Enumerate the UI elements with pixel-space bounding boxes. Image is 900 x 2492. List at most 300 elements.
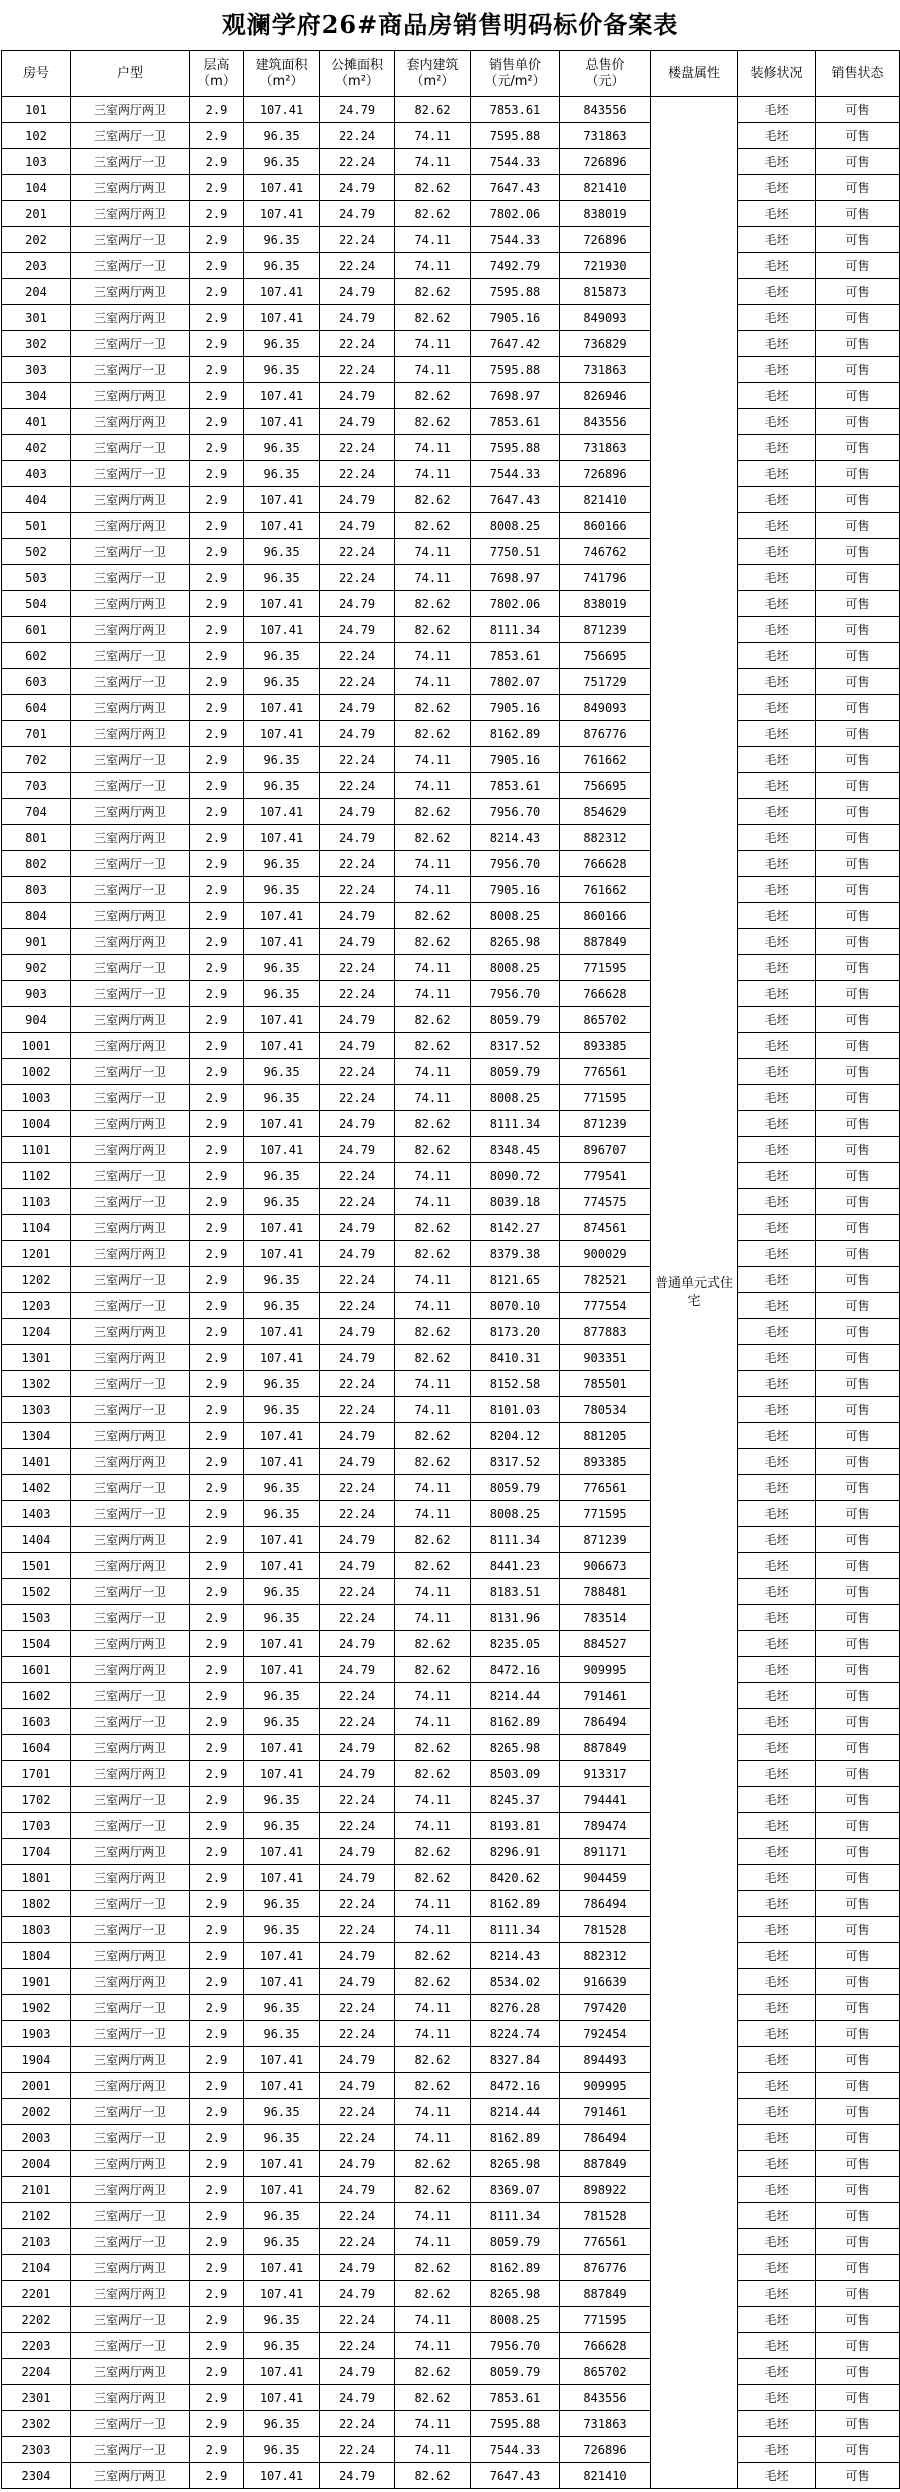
floor-height-cell: 2.9 [190, 2151, 244, 2177]
gross-area-cell: 107.41 [244, 409, 320, 435]
net-area-cell: 82.62 [395, 201, 471, 227]
table-row [2, 1449, 900, 1475]
gross-area-cell: 96.35 [244, 1189, 320, 1215]
decoration-cell: 毛坯 [738, 799, 816, 825]
table-row [2, 1293, 900, 1319]
unit-price-cell: 8173.20 [471, 1319, 560, 1345]
shared-area-cell: 24.79 [320, 201, 395, 227]
table-row [2, 1683, 900, 1709]
table-row [2, 591, 900, 617]
decoration-cell: 毛坯 [738, 1865, 816, 1891]
layout-cell: 三室两厅一卫 [71, 2307, 190, 2333]
total-price-cell: 779541 [560, 1163, 651, 1189]
room-number-cell: 703 [2, 773, 71, 799]
net-area-cell: 82.62 [395, 279, 471, 305]
floor-height-cell: 2.9 [190, 175, 244, 201]
table-row [2, 565, 900, 591]
decoration-cell: 毛坯 [738, 2255, 816, 2281]
shared-area-cell: 24.79 [320, 1553, 395, 1579]
shared-area-cell: 22.24 [320, 1709, 395, 1735]
layout-cell: 三室两厅一卫 [71, 1163, 190, 1189]
room-number-cell: 504 [2, 591, 71, 617]
gross-area-cell: 96.35 [244, 123, 320, 149]
table-row [2, 2463, 900, 2489]
table-row [2, 1397, 900, 1423]
floor-height-cell: 2.9 [190, 669, 244, 695]
total-price-cell: 756695 [560, 643, 651, 669]
gross-area-cell: 107.41 [244, 591, 320, 617]
sale-status-cell: 可售 [816, 643, 900, 669]
room-number-cell: 1004 [2, 1111, 71, 1137]
gross-area-cell: 107.41 [244, 2177, 320, 2203]
total-price-cell: 731863 [560, 357, 651, 383]
room-number-cell: 1802 [2, 1891, 71, 1917]
layout-cell: 三室两厅一卫 [71, 1995, 190, 2021]
unit-price-cell: 7905.16 [471, 305, 560, 331]
sale-status-cell: 可售 [816, 1527, 900, 1553]
table-row [2, 1657, 900, 1683]
floor-height-cell: 2.9 [190, 1423, 244, 1449]
layout-cell: 三室两厅一卫 [71, 2099, 190, 2125]
layout-cell: 三室两厅两卫 [71, 591, 190, 617]
unit-price-cell: 8193.81 [471, 1813, 560, 1839]
layout-cell: 三室两厅一卫 [71, 1085, 190, 1111]
layout-cell: 三室两厅一卫 [71, 773, 190, 799]
net-area-cell: 74.11 [395, 2125, 471, 2151]
net-area-cell: 82.62 [395, 2255, 471, 2281]
unit-price-cell: 8327.84 [471, 2047, 560, 2073]
total-price-cell: 876776 [560, 2255, 651, 2281]
gross-area-cell: 96.35 [244, 2333, 320, 2359]
layout-cell: 三室两厅两卫 [71, 1631, 190, 1657]
room-number-cell: 1401 [2, 1449, 71, 1475]
sale-status-cell: 可售 [816, 1475, 900, 1501]
net-area-cell: 74.11 [395, 955, 471, 981]
room-number-cell: 1501 [2, 1553, 71, 1579]
total-price-cell: 782521 [560, 1267, 651, 1293]
gross-area-cell: 107.41 [244, 1345, 320, 1371]
floor-height-cell: 2.9 [190, 1475, 244, 1501]
room-number-cell: 501 [2, 513, 71, 539]
decoration-cell: 毛坯 [738, 1943, 816, 1969]
layout-cell: 三室两厅一卫 [71, 1579, 190, 1605]
room-number-cell: 1602 [2, 1683, 71, 1709]
table-row [2, 357, 900, 383]
shared-area-cell: 22.24 [320, 877, 395, 903]
room-number-cell: 304 [2, 383, 71, 409]
unit-price-cell: 7905.16 [471, 877, 560, 903]
shared-area-cell: 24.79 [320, 617, 395, 643]
layout-cell: 三室两厅两卫 [71, 1657, 190, 1683]
layout-cell: 三室两厅一卫 [71, 1787, 190, 1813]
total-price-cell: 815873 [560, 279, 651, 305]
net-area-cell: 74.11 [395, 461, 471, 487]
room-number-cell: 1302 [2, 1371, 71, 1397]
floor-height-cell: 2.9 [190, 1787, 244, 1813]
room-number-cell: 301 [2, 305, 71, 331]
table-row [2, 1319, 900, 1345]
unit-price-cell: 7544.33 [471, 461, 560, 487]
total-price-cell: 766628 [560, 851, 651, 877]
layout-cell: 三室两厅一卫 [71, 461, 190, 487]
total-price-cell: 871239 [560, 1527, 651, 1553]
net-area-cell: 82.62 [395, 1007, 471, 1033]
layout-cell: 三室两厅两卫 [71, 1319, 190, 1345]
sale-status-cell: 可售 [816, 695, 900, 721]
gross-area-cell: 96.35 [244, 1267, 320, 1293]
net-area-cell: 82.62 [395, 305, 471, 331]
decoration-cell: 毛坯 [738, 1189, 816, 1215]
net-area-cell: 74.11 [395, 1787, 471, 1813]
floor-height-cell: 2.9 [190, 1969, 244, 1995]
floor-height-cell: 2.9 [190, 643, 244, 669]
net-area-cell: 74.11 [395, 149, 471, 175]
shared-area-cell: 22.24 [320, 565, 395, 591]
floor-height-cell: 2.9 [190, 227, 244, 253]
decoration-cell: 毛坯 [738, 2177, 816, 2203]
gross-area-cell: 96.35 [244, 1475, 320, 1501]
gross-area-cell: 96.35 [244, 539, 320, 565]
unit-price-cell: 8111.34 [471, 1527, 560, 1553]
table-row [2, 2437, 900, 2463]
shared-area-cell: 22.24 [320, 2125, 395, 2151]
unit-price-cell: 7956.70 [471, 981, 560, 1007]
net-area-cell: 74.11 [395, 2229, 471, 2255]
net-area-cell: 74.11 [395, 1917, 471, 1943]
table-row [2, 1189, 900, 1215]
floor-height-cell: 2.9 [190, 1189, 244, 1215]
total-price-cell: 785501 [560, 1371, 651, 1397]
layout-cell: 三室两厅两卫 [71, 929, 190, 955]
unit-price-cell: 7750.51 [471, 539, 560, 565]
shared-area-cell: 22.24 [320, 643, 395, 669]
gross-area-cell: 107.41 [244, 2255, 320, 2281]
total-price-cell: 887849 [560, 2281, 651, 2307]
layout-cell: 三室两厅两卫 [71, 695, 190, 721]
gross-area-cell: 107.41 [244, 487, 320, 513]
layout-cell: 三室两厅一卫 [71, 747, 190, 773]
table-row [2, 2385, 900, 2411]
floor-height-cell: 2.9 [190, 747, 244, 773]
shared-area-cell: 24.79 [320, 2359, 395, 2385]
table-row [2, 851, 900, 877]
room-number-cell: 701 [2, 721, 71, 747]
table-row [2, 2125, 900, 2151]
table-row [2, 1059, 900, 1085]
room-number-cell: 704 [2, 799, 71, 825]
room-number-cell: 603 [2, 669, 71, 695]
net-area-cell: 74.11 [395, 1475, 471, 1501]
decoration-cell: 毛坯 [738, 1397, 816, 1423]
gross-area-cell: 96.35 [244, 1293, 320, 1319]
decoration-cell: 毛坯 [738, 1449, 816, 1475]
total-price-cell: 865702 [560, 1007, 651, 1033]
total-price-cell: 781528 [560, 1917, 651, 1943]
unit-price-cell: 8317.52 [471, 1033, 560, 1059]
total-price-cell: 891171 [560, 1839, 651, 1865]
shared-area-cell: 22.24 [320, 1995, 395, 2021]
floor-height-cell: 2.9 [190, 97, 244, 123]
gross-area-cell: 107.41 [244, 799, 320, 825]
floor-height-cell: 2.9 [190, 1111, 244, 1137]
sale-status-cell: 可售 [816, 97, 900, 123]
gross-area-cell: 107.41 [244, 1527, 320, 1553]
shared-area-cell: 22.24 [320, 747, 395, 773]
net-area-cell: 82.62 [395, 1033, 471, 1059]
gross-area-cell: 96.35 [244, 2125, 320, 2151]
shared-area-cell: 24.79 [320, 2385, 395, 2411]
unit-price-cell: 8070.10 [471, 1293, 560, 1319]
unit-price-cell: 8111.34 [471, 617, 560, 643]
gross-area-cell: 96.35 [244, 1709, 320, 1735]
gross-area-cell: 96.35 [244, 1995, 320, 2021]
layout-cell: 三室两厅两卫 [71, 2177, 190, 2203]
shared-area-cell: 22.24 [320, 123, 395, 149]
layout-cell: 三室两厅一卫 [71, 1683, 190, 1709]
layout-cell: 三室两厅一卫 [71, 1293, 190, 1319]
total-price-cell: 843556 [560, 97, 651, 123]
gross-area-cell: 107.41 [244, 1943, 320, 1969]
room-number-cell: 1104 [2, 1215, 71, 1241]
net-area-cell: 82.62 [395, 2359, 471, 2385]
column-header: 销售单价 （元/m²） [471, 51, 560, 97]
total-price-cell: 821410 [560, 2463, 651, 2489]
table-row [2, 1371, 900, 1397]
total-price-cell: 731863 [560, 435, 651, 461]
decoration-cell: 毛坯 [738, 331, 816, 357]
gross-area-cell: 107.41 [244, 305, 320, 331]
unit-price-cell: 7595.88 [471, 123, 560, 149]
net-area-cell: 82.62 [395, 1631, 471, 1657]
gross-area-cell: 107.41 [244, 1319, 320, 1345]
decoration-cell: 毛坯 [738, 1293, 816, 1319]
gross-area-cell: 107.41 [244, 1553, 320, 1579]
decoration-cell: 毛坯 [738, 2203, 816, 2229]
decoration-cell: 毛坯 [738, 2073, 816, 2099]
layout-cell: 三室两厅两卫 [71, 2255, 190, 2281]
total-price-cell: 771595 [560, 955, 651, 981]
floor-height-cell: 2.9 [190, 1527, 244, 1553]
gross-area-cell: 107.41 [244, 1215, 320, 1241]
table-row [2, 149, 900, 175]
shared-area-cell: 22.24 [320, 1787, 395, 1813]
sale-status-cell: 可售 [816, 747, 900, 773]
total-price-cell: 821410 [560, 175, 651, 201]
floor-height-cell: 2.9 [190, 1293, 244, 1319]
net-area-cell: 82.62 [395, 487, 471, 513]
decoration-cell: 毛坯 [738, 1917, 816, 1943]
table-row [2, 643, 900, 669]
decoration-cell: 毛坯 [738, 591, 816, 617]
floor-height-cell: 2.9 [190, 1579, 244, 1605]
sale-status-cell: 可售 [816, 2229, 900, 2255]
layout-cell: 三室两厅一卫 [71, 669, 190, 695]
total-price-cell: 766628 [560, 2333, 651, 2359]
layout-cell: 三室两厅两卫 [71, 2281, 190, 2307]
gross-area-cell: 96.35 [244, 331, 320, 357]
sale-status-cell: 可售 [816, 1683, 900, 1709]
unit-price-cell: 8090.72 [471, 1163, 560, 1189]
sale-status-cell: 可售 [816, 2281, 900, 2307]
decoration-cell: 毛坯 [738, 2307, 816, 2333]
sale-status-cell: 可售 [816, 2437, 900, 2463]
total-price-cell: 781528 [560, 2203, 651, 2229]
decoration-cell: 毛坯 [738, 1423, 816, 1449]
gross-area-cell: 96.35 [244, 1085, 320, 1111]
table-row [2, 2281, 900, 2307]
table-row [2, 175, 900, 201]
sale-status-cell: 可售 [816, 2411, 900, 2437]
sale-status-cell: 可售 [816, 1423, 900, 1449]
total-price-cell: 766628 [560, 981, 651, 1007]
decoration-cell: 毛坯 [738, 149, 816, 175]
gross-area-cell: 96.35 [244, 955, 320, 981]
floor-height-cell: 2.9 [190, 253, 244, 279]
room-number-cell: 801 [2, 825, 71, 851]
shared-area-cell: 24.79 [320, 1111, 395, 1137]
layout-cell: 三室两厅两卫 [71, 1865, 190, 1891]
layout-cell: 三室两厅两卫 [71, 617, 190, 643]
room-number-cell: 201 [2, 201, 71, 227]
shared-area-cell: 22.24 [320, 253, 395, 279]
unit-price-cell: 8214.43 [471, 1943, 560, 1969]
gross-area-cell: 96.35 [244, 2307, 320, 2333]
total-price-cell: 896707 [560, 1137, 651, 1163]
unit-price-cell: 8059.79 [471, 1059, 560, 1085]
decoration-cell: 毛坯 [738, 1553, 816, 1579]
decoration-cell: 毛坯 [738, 1631, 816, 1657]
gross-area-cell: 96.35 [244, 1371, 320, 1397]
floor-height-cell: 2.9 [190, 929, 244, 955]
shared-area-cell: 22.24 [320, 955, 395, 981]
layout-cell: 三室两厅一卫 [71, 2437, 190, 2463]
table-row [2, 1345, 900, 1371]
column-header: 装修状况 [738, 51, 816, 97]
total-price-cell: 786494 [560, 1709, 651, 1735]
layout-cell: 三室两厅一卫 [71, 1501, 190, 1527]
room-number-cell: 2303 [2, 2437, 71, 2463]
net-area-cell: 74.11 [395, 1397, 471, 1423]
unit-price-cell: 7647.43 [471, 175, 560, 201]
gross-area-cell: 96.35 [244, 2437, 320, 2463]
unit-price-cell: 7956.70 [471, 799, 560, 825]
table-row [2, 721, 900, 747]
sale-status-cell: 可售 [816, 1319, 900, 1345]
table-row [2, 1839, 900, 1865]
table-row [2, 2047, 900, 2073]
layout-cell: 三室两厅两卫 [71, 1969, 190, 1995]
total-price-cell: 893385 [560, 1449, 651, 1475]
unit-price-cell: 8224.74 [471, 2021, 560, 2047]
floor-height-cell: 2.9 [190, 1007, 244, 1033]
net-area-cell: 74.11 [395, 1163, 471, 1189]
decoration-cell: 毛坯 [738, 513, 816, 539]
decoration-cell: 毛坯 [738, 97, 816, 123]
table-row [2, 2021, 900, 2047]
room-number-cell: 2002 [2, 2099, 71, 2125]
sale-status-cell: 可售 [816, 513, 900, 539]
unit-price-cell: 7595.88 [471, 2411, 560, 2437]
layout-cell: 三室两厅两卫 [71, 1137, 190, 1163]
decoration-cell: 毛坯 [738, 1579, 816, 1605]
property-type-cell: 普通单元式住宅 [651, 97, 738, 2489]
floor-height-cell: 2.9 [190, 2047, 244, 2073]
gross-area-cell: 96.35 [244, 1059, 320, 1085]
unit-price-cell: 8162.89 [471, 1891, 560, 1917]
decoration-cell: 毛坯 [738, 1527, 816, 1553]
unit-price-cell: 8162.89 [471, 2255, 560, 2281]
decoration-cell: 毛坯 [738, 1137, 816, 1163]
decoration-cell: 毛坯 [738, 1995, 816, 2021]
floor-height-cell: 2.9 [190, 279, 244, 305]
decoration-cell: 毛坯 [738, 695, 816, 721]
floor-height-cell: 2.9 [190, 1735, 244, 1761]
unit-price-cell: 8379.38 [471, 1241, 560, 1267]
floor-height-cell: 2.9 [190, 487, 244, 513]
unit-price-cell: 8276.28 [471, 1995, 560, 2021]
table-row [2, 513, 900, 539]
unit-price-cell: 8441.23 [471, 1553, 560, 1579]
total-price-cell: 882312 [560, 1943, 651, 1969]
unit-price-cell: 8296.91 [471, 1839, 560, 1865]
room-number-cell: 1204 [2, 1319, 71, 1345]
total-price-cell: 792454 [560, 2021, 651, 2047]
shared-area-cell: 22.24 [320, 1813, 395, 1839]
floor-height-cell: 2.9 [190, 1033, 244, 1059]
total-price-cell: 838019 [560, 591, 651, 617]
floor-height-cell: 2.9 [190, 773, 244, 799]
table-row [2, 435, 900, 461]
floor-height-cell: 2.9 [190, 331, 244, 357]
shared-area-cell: 22.24 [320, 773, 395, 799]
shared-area-cell: 24.79 [320, 825, 395, 851]
floor-height-cell: 2.9 [190, 1241, 244, 1267]
layout-cell: 三室两厅一卫 [71, 539, 190, 565]
floor-height-cell: 2.9 [190, 1319, 244, 1345]
room-number-cell: 2202 [2, 2307, 71, 2333]
gross-area-cell: 107.41 [244, 383, 320, 409]
unit-price-cell: 8534.02 [471, 1969, 560, 1995]
net-area-cell: 82.62 [395, 409, 471, 435]
room-number-cell: 804 [2, 903, 71, 929]
room-number-cell: 1003 [2, 1085, 71, 1111]
unit-price-cell: 8348.45 [471, 1137, 560, 1163]
layout-cell: 三室两厅一卫 [71, 253, 190, 279]
net-area-cell: 74.11 [395, 2437, 471, 2463]
floor-height-cell: 2.9 [190, 2281, 244, 2307]
room-number-cell: 1702 [2, 1787, 71, 1813]
layout-cell: 三室两厅一卫 [71, 123, 190, 149]
shared-area-cell: 24.79 [320, 305, 395, 331]
gross-area-cell: 96.35 [244, 253, 320, 279]
sale-status-cell: 可售 [816, 1579, 900, 1605]
table-row [2, 2333, 900, 2359]
sale-status-cell: 可售 [816, 279, 900, 305]
total-price-cell: 887849 [560, 1735, 651, 1761]
total-price-cell: 756695 [560, 773, 651, 799]
sale-status-cell: 可售 [816, 1735, 900, 1761]
total-price-cell: 736829 [560, 331, 651, 357]
net-area-cell: 82.62 [395, 1553, 471, 1579]
net-area-cell: 74.11 [395, 1709, 471, 1735]
shared-area-cell: 22.24 [320, 2307, 395, 2333]
floor-height-cell: 2.9 [190, 2073, 244, 2099]
table-row [2, 2255, 900, 2281]
sale-status-cell: 可售 [816, 1553, 900, 1579]
unit-price-cell: 8059.79 [471, 2359, 560, 2385]
total-price-cell: 860166 [560, 903, 651, 929]
net-area-cell: 82.62 [395, 1735, 471, 1761]
